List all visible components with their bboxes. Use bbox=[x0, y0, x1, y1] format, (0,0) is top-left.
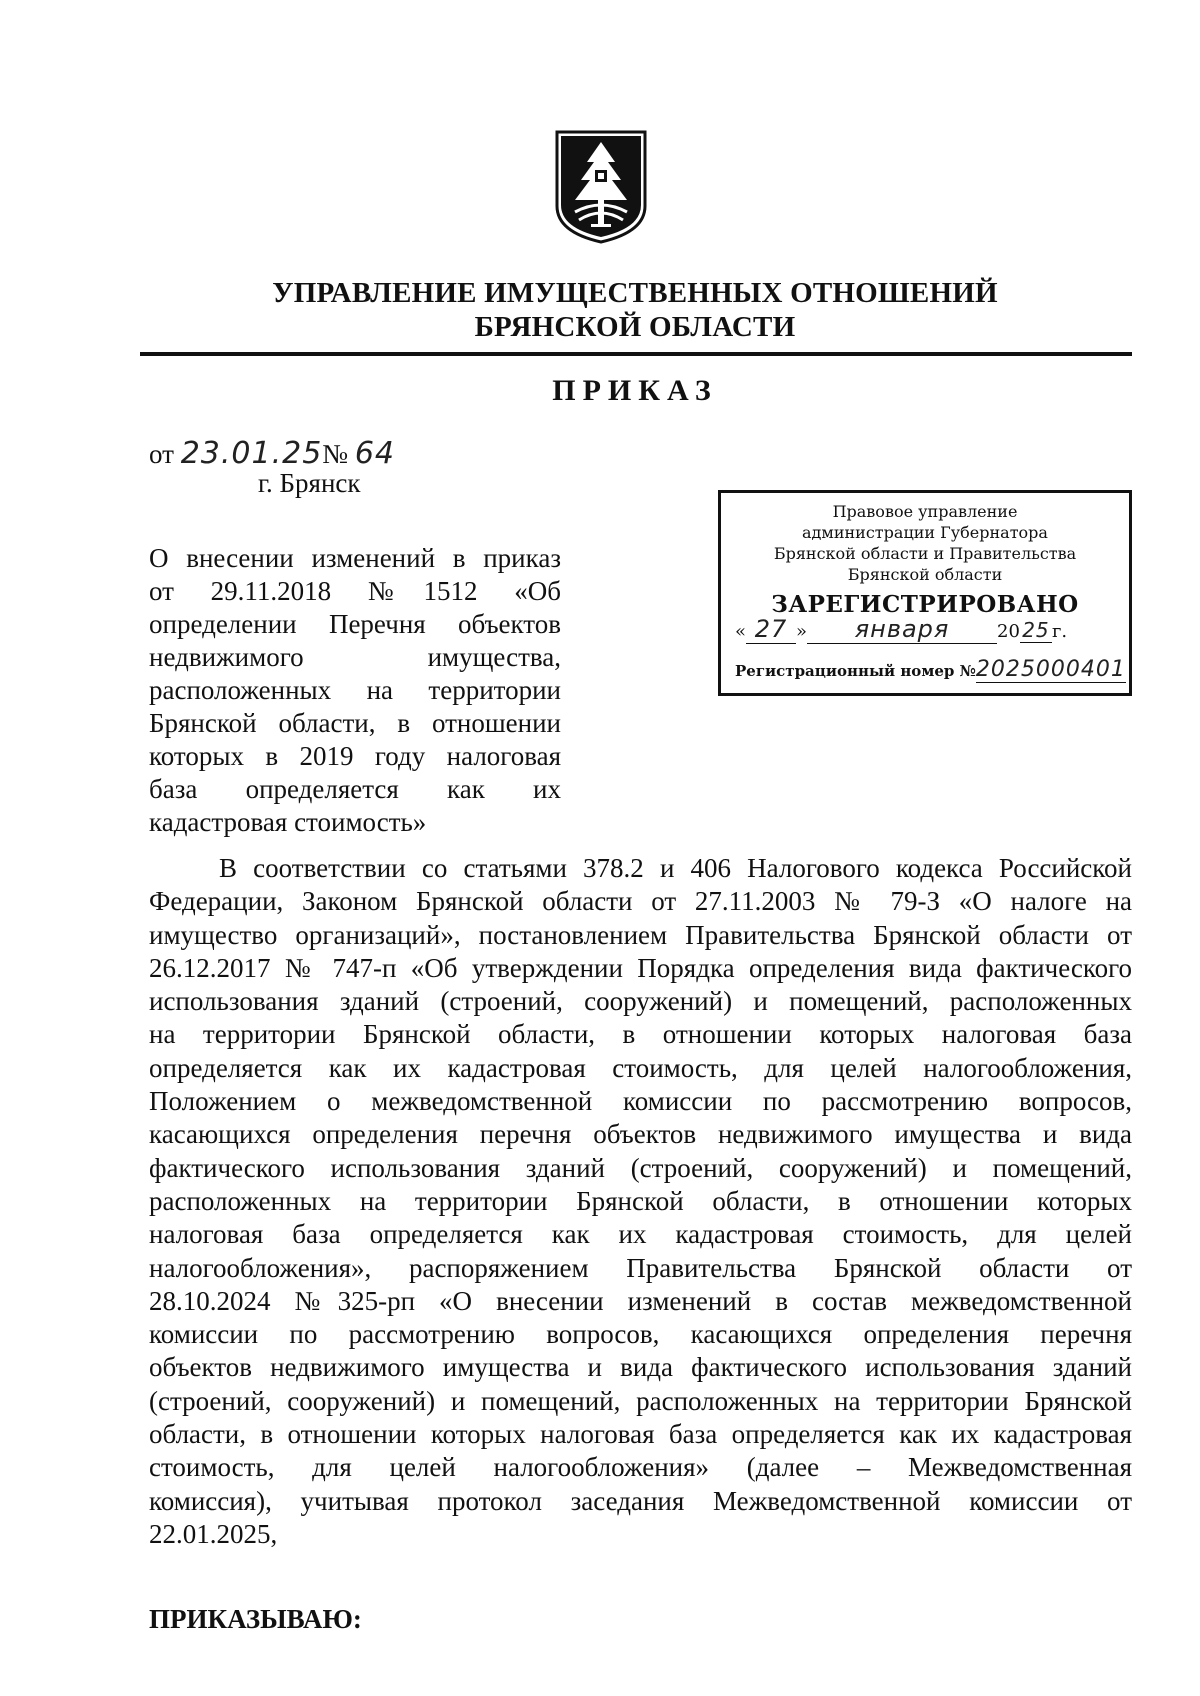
subject-line: которых в 2019 году налоговая bbox=[149, 741, 561, 771]
body-line: налогообложения», распоряжением Правительства Брянской области от bbox=[149, 1252, 1132, 1283]
body-line: налоговая база определяется как их кадастровая стоимость, для целей bbox=[149, 1219, 1132, 1250]
stamp-registered: ЗАРЕГИСТРИРОВАНО bbox=[771, 591, 1079, 618]
body-line: на территории Брянской области, в отношении которых налоговая база bbox=[149, 1019, 1132, 1050]
stamp-month: января bbox=[807, 615, 997, 644]
body-line: определяется как их кадастровая стоимость, для целей налогообложения, bbox=[149, 1052, 1132, 1083]
handwritten-date: 23.01.25 bbox=[180, 436, 323, 471]
header-divider bbox=[140, 352, 1132, 356]
body-line: использования зданий (строений, сооружений) и помещений, расположенных bbox=[149, 986, 1132, 1017]
stamp-line: администрации Губернатора bbox=[802, 523, 1048, 542]
document-subject bbox=[149, 542, 561, 839]
subject-line: расположенных на территории bbox=[149, 675, 561, 705]
subject-line: О внесении изменений в приказ bbox=[149, 543, 561, 573]
body-line: (строений, сооружений) и помещений, расположенных на территории Брянской bbox=[149, 1385, 1132, 1416]
body-line: комиссия), учитывая протокол заседания Межведомственной комиссии от bbox=[149, 1485, 1132, 1516]
body-line: расположенных на территории Брянской области, в отношении которых bbox=[149, 1185, 1132, 1216]
subject-line: база определяется как их bbox=[149, 774, 561, 804]
body-line: 28.10.2024 №325-рп «О внесении изменений в состав межведомственной bbox=[149, 1285, 1132, 1316]
stamp-registration-number bbox=[735, 657, 1125, 682]
stamp-reg-label: Регистрационный номер № bbox=[735, 662, 976, 680]
stamp-date bbox=[735, 615, 1119, 651]
organization-name-line1: УПРАВЛЕНИЕ ИМУЩЕСТВЕННЫХ ОТНОШЕНИЙ bbox=[272, 277, 998, 309]
body-line: Положением о межведомственной комиссии по рассмотрению вопросов, bbox=[149, 1086, 1132, 1117]
body-line: имущество организаций», постановлением Правительства Брянской области от bbox=[149, 919, 1132, 950]
body-line: касающихся определения перечня объектов недвижимого имущества и вида bbox=[149, 1119, 1132, 1150]
subject-line: определении Перечня объектов bbox=[149, 609, 561, 639]
coat-of-arms-icon bbox=[553, 128, 649, 246]
body-line: области, в отношении которых налоговая база определяется как их кадастровая bbox=[149, 1419, 1132, 1450]
document-city: г. Брянск bbox=[258, 468, 361, 498]
document-date-number bbox=[149, 436, 395, 471]
body-line: 22.01.2025, bbox=[149, 1518, 278, 1549]
subject-line: кадастровая стоимость» bbox=[149, 807, 427, 837]
stamp-year: 25 bbox=[1020, 618, 1052, 643]
document-body bbox=[149, 852, 1132, 1551]
stamp-year-mark: г. bbox=[1051, 621, 1068, 642]
number-label: № bbox=[322, 439, 349, 469]
body-line: 26.12.2017 № 747-п «Об утверждении Порядка определения вида фактического bbox=[149, 952, 1132, 983]
body-line: стоимость, для целей налогообложения» (далее – Межведомственная bbox=[149, 1452, 1132, 1483]
subject-line: от 29.11.2018 №1512 «Об bbox=[149, 576, 561, 606]
subject-line: Брянской области, в отношении bbox=[149, 708, 561, 738]
order-word: ПРИКАЗЫВАЮ: bbox=[149, 1604, 362, 1634]
handwritten-number: 64 bbox=[354, 436, 395, 471]
organization-name-line2: БРЯНСКОЙ ОБЛАСТИ bbox=[474, 311, 796, 343]
body-line: В соответствии со статьями 378.2 и 406 Налогового кодекса Российской bbox=[219, 853, 1132, 883]
body-line: комиссии по рассмотрению вопросов, касающихся определения перечня bbox=[149, 1319, 1132, 1350]
date-prefix: от bbox=[149, 439, 174, 469]
stamp-day: 27 bbox=[746, 615, 796, 644]
registration-stamp bbox=[718, 490, 1132, 696]
stamp-authority bbox=[721, 501, 1129, 585]
stamp-year-prefix: 20 bbox=[997, 621, 1020, 642]
subject-line: недвижимого имущества, bbox=[149, 642, 561, 672]
organization-name bbox=[140, 276, 1130, 344]
stamp-line: Брянской области и Правительства bbox=[773, 544, 1077, 563]
stamp-quote-close: » bbox=[796, 621, 808, 642]
body-line: Федерации, Законом Брянской области от 27.11.2003 № 79-З «О налоге на bbox=[149, 886, 1132, 917]
body-line: объектов недвижимого имущества и вида фактического использования зданий bbox=[149, 1352, 1132, 1383]
stamp-reg-number: 2025000401 bbox=[975, 657, 1126, 682]
stamp-quote-open: « bbox=[735, 621, 747, 642]
stamp-line: Брянской области bbox=[847, 565, 1003, 584]
stamp-line: Правовое управление bbox=[832, 502, 1018, 521]
body-line: фактического использования зданий (строений, сооружений) и помещений, bbox=[149, 1152, 1132, 1183]
document-type: ПРИКАЗ bbox=[552, 374, 718, 407]
